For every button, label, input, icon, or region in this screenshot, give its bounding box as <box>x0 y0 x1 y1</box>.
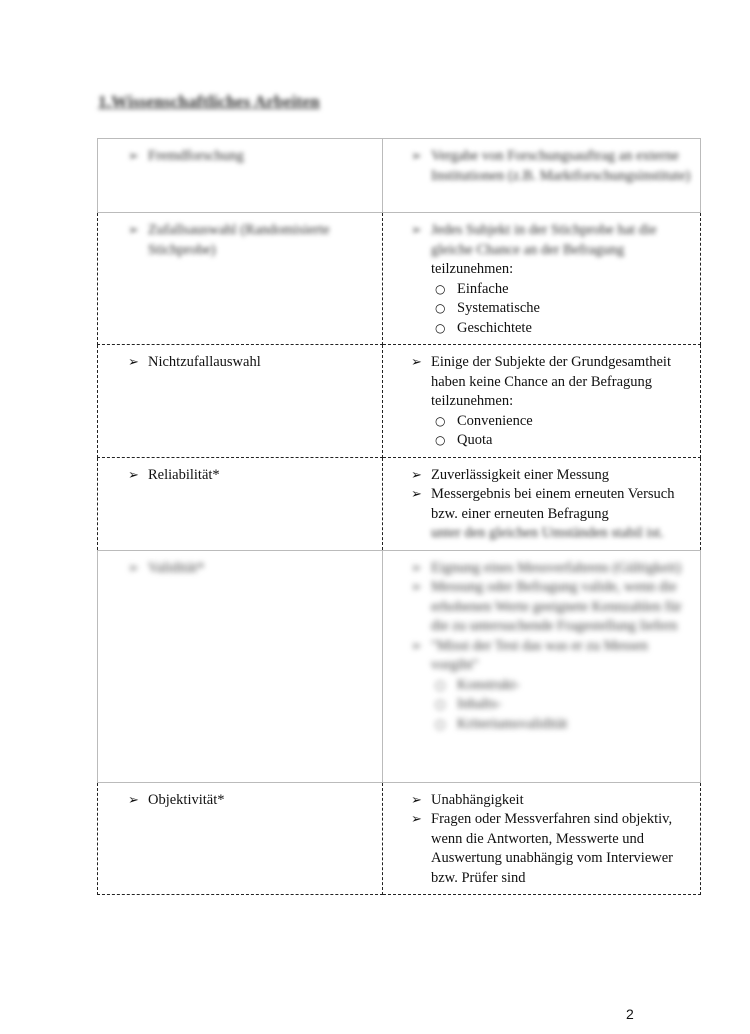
arrow-bullet-icon: ➢ <box>411 467 422 483</box>
sub-list <box>411 676 692 735</box>
definition-continuation: teilzunehmen: <box>431 261 514 277</box>
table-row <box>98 457 701 550</box>
page-title: 1.Wissenschaftliches Arbeiten <box>98 92 320 111</box>
term-text: Objektivität* <box>148 791 225 808</box>
arrow-bullet-icon: ➢ <box>128 149 139 164</box>
definition-cell <box>383 782 701 895</box>
definition-cell <box>383 457 701 550</box>
circle-bullet-icon: ○ <box>435 697 446 711</box>
arrow-bullet-icon: ➢ <box>128 560 139 576</box>
term-text: Zufallsauswahl (Randomisierte Stichprobe) <box>148 222 330 258</box>
term-cell <box>98 782 383 895</box>
arrow-bullet-icon: ➢ <box>411 355 422 370</box>
definition-text: Vergabe von Forschungsauftrag an externe Institutionen (z.B. Marktforschungsinstitute) <box>431 148 691 184</box>
definition-table <box>97 138 701 895</box>
arrow-bullet-icon: ➢ <box>128 223 139 238</box>
table-row <box>98 550 701 782</box>
arrow-bullet-icon: ➢ <box>411 638 422 654</box>
circle-bullet-icon: ○ <box>435 320 446 335</box>
list-item: ○ Convenience <box>435 412 692 432</box>
definition-text: Zuverlässigkeit einer Messung <box>431 466 609 483</box>
term-cell <box>98 139 383 213</box>
table-row <box>98 782 701 895</box>
arrow-bullet-icon: ➢ <box>411 792 422 808</box>
definition-text: Jedes Subjekt in der Stichprobe hat die gleiche Chance an der Befragung <box>431 222 657 258</box>
definition-text: Eignung eines Messverfahrens (Gültigkeit) <box>431 559 682 576</box>
sub-list <box>411 280 692 339</box>
definition-text: Messergebnis bei einem erneuten Versuch bzw. einer erneuten Befragung <box>431 486 675 522</box>
arrow-bullet-icon: ➢ <box>128 792 139 808</box>
list-item: ○ Konstrukt- <box>435 676 692 696</box>
term-cell <box>98 550 383 782</box>
term-text: Reliabilität* <box>148 466 220 483</box>
sub-list <box>411 412 692 451</box>
definition-cell <box>383 550 701 782</box>
definition-text: "Misst der Test das was er zu Messen vorgibt" <box>431 637 648 673</box>
arrow-bullet-icon: ➢ <box>411 580 422 595</box>
table-row <box>98 139 701 213</box>
term-text: Fremdforschung <box>148 148 244 164</box>
term-text: Nichtzufallauswahl <box>148 354 261 370</box>
definition-text: Messung oder Befragung valide, wenn die erhobenen Werte geeignete Kennzahlen für die zu untersuchende Fragestellung liefern <box>431 579 682 634</box>
definition-text: Einige der Subjekte der Grundgesamtheit haben keine Chance an der Befragung teilzunehmen: <box>431 354 671 409</box>
list-item: ○ Systematische <box>435 299 692 319</box>
list-item: ○ Geschichtete <box>435 319 692 339</box>
definition-text: Unabhängigkeit <box>431 791 524 808</box>
table-row <box>98 213 701 345</box>
term-cell <box>98 457 383 550</box>
term-cell <box>98 345 383 458</box>
arrow-bullet-icon: ➢ <box>128 355 139 370</box>
page-number: 2 <box>626 1006 634 1022</box>
circle-bullet-icon: ○ <box>435 281 446 296</box>
list-item: ○ Kriteriumsvalidität <box>435 715 692 735</box>
circle-bullet-icon: ○ <box>435 413 446 428</box>
circle-bullet-icon: ○ <box>435 677 446 692</box>
table-row <box>98 345 701 458</box>
definition-cell <box>383 213 701 345</box>
arrow-bullet-icon: ➢ <box>411 223 422 238</box>
definition-text: Fragen oder Messverfahren sind objektiv, wenn die Antworten, Messwerte und Auswertung unabhängig vom Interviewer bzw. Prüfer sind <box>431 811 674 886</box>
list-item: ○ Inhalts- <box>435 695 692 715</box>
term-cell <box>98 213 383 345</box>
arrow-bullet-icon: ➢ <box>411 812 422 827</box>
arrow-bullet-icon: ➢ <box>128 467 139 483</box>
list-item: ○ Einfache <box>435 280 692 300</box>
definition-cell <box>383 139 701 213</box>
arrow-bullet-icon: ➢ <box>411 487 422 502</box>
definition-cell <box>383 345 701 458</box>
arrow-bullet-icon: ➢ <box>411 560 422 576</box>
circle-bullet-icon: ○ <box>435 433 446 447</box>
circle-bullet-icon: ○ <box>435 301 446 315</box>
arrow-bullet-icon: ➢ <box>411 149 422 164</box>
list-item: ○ Quota <box>435 431 692 451</box>
term-text: Validität* <box>148 559 205 576</box>
definition-continuation: unter den gleichen Umständen stabil ist. <box>431 525 664 541</box>
circle-bullet-icon: ○ <box>435 716 446 731</box>
